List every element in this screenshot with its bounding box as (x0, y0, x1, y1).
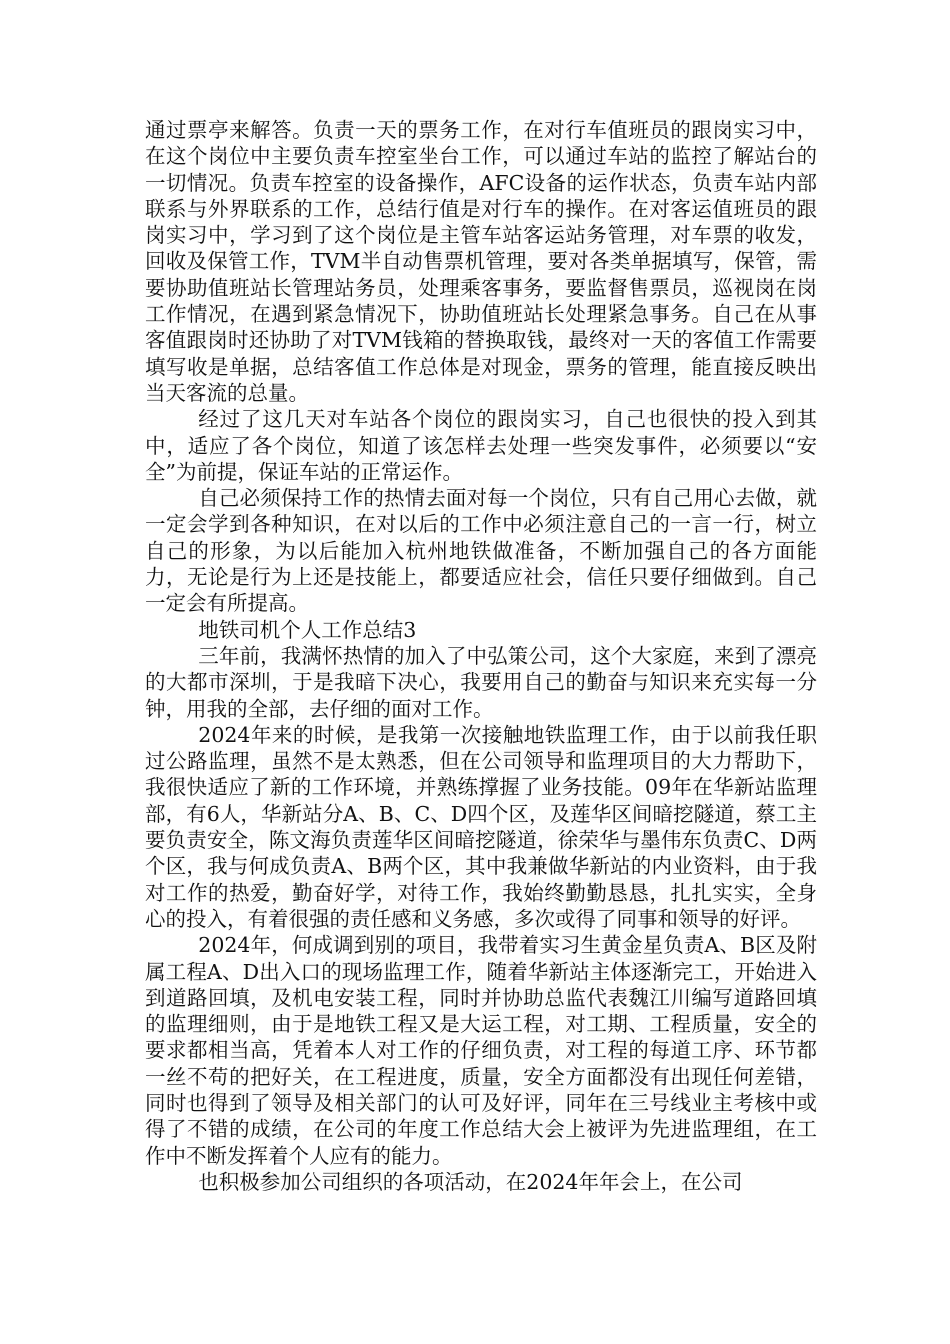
paragraph-post-adaptation: 经过了这几天对车站各个岗位的跟岗实习，自己也很快的投入到其中，适应了各个岗位，知道了该怎样去处理一些突发事件，必须要以“安全”为前提，保证车站的正常运作。 (145, 407, 817, 484)
paragraph-ticket-duties: 通过票亭来解答。负责一天的票务工作，在对行车值班员的跟岗实习中，在这个岗位中主要负责车控室坐台工作，可以通过车站的监控了解站台的一切情况。负责车控室的设备操作，AFC设备的运作状态，负责车站内部联系与外界联系的工作，总结行值是对行车的操作。在对客运值班员的跟岗实习中，学习到了这个岗位是主管车站客运站务管理，对车票的收发，回收及保管工作，TVM半自动售票机管理，要对各类单据填写，保管，需要协助值班站长管理站务员，处理乘客事务，要监督售票员，巡视岗在岗工作情况，在遇到紧急情况下，协助值班站长处理紧急事务。自己在从事客值跟岗时还协助了对TVM钱箱的替换取钱，最终对一天的客值工作需要填写收是单据，总结客值工作总体是对现金，票务的管理，能直接反映出当天客流的总量。 (145, 118, 817, 405)
section-heading: 地铁司机个人工作总结3 (198, 617, 417, 642)
paragraph-site-supervision: 2024年，何成调到别的项目，我带着实习生黄金星负责A、B区及附属工程A、D出入口的现场监理工作，随着华新站主体逐渐完工，开始进入到道路回填，及机电安装工程，同时并协助总监代表魏江川编写道路回填的监理细则，由于是地铁工程又是大运工程，对工期、工程质量，安全的要求都相当高，凭着本人对工作的仔细负责，对工程的每道工序、环节都一丝不苟的把好关，在工程进度，质量，安全方面都没有出现任何差错，同时也得到了领导及相关部门的认可及好评，同年在三号线业主考核中或得了不错的成绩，在公司的年度工作总结大会上被评为先进监理组，在工作中不断发挥着个人应有的能力。 (145, 933, 817, 1168)
paragraph-work-enthusiasm: 自己必须保持工作的热情去面对每一个岗位，只有自己用心去做，就一定会学到各种知识，在对以后的工作中必须注意自己的一言一行，树立自己的形象，为以后能加入杭州地铁做准备，不断加强自己的各方面能力，无论是行为上还是技能上，都要适应社会，信任只要仔细做到。自己一定会有所提高。 (145, 486, 817, 616)
document-body (145, 117, 817, 1195)
paragraph-first-metro-supervision: 2024年来的时候，是我第一次接触地铁监理工作，由于以前我任职过公路监理，虽然不是太熟悉，但在公司领导和监理项目的大力帮助下，我很快适应了新的工作环境，并熟练撑握了业务技能。09年在华新站监理部，有6人，华新站分A、B、C、D四个区，及莲华区间暗挖隧道，蔡工主要负责安全，陈文海负责莲华区间暗挖隧道，徐荣华与墨伟东负责C、D两个区，我与何成负责A、B两个区，其中我兼做华新站的内业资料，由于我对工作的热爱，勤奋好学，对待工作，我始终勤勤恳恳，扎扎实实，全身心的投入，有着很强的责任感和义务感，多次或得了同事和领导的好评。 (145, 722, 817, 931)
paragraph-joining-company: 三年前，我满怀热情的加入了中弘策公司，这个大家庭，来到了漂亮的大都市深圳，于是我暗下决心，我要用自己的勤奋与知识来充实每一分钟，用我的全部，去仔细的面对工作。 (145, 643, 817, 721)
paragraph-company-activities: 也积极参加公司组织的各项活动，在2024年年会上，在公司 (198, 1169, 743, 1194)
